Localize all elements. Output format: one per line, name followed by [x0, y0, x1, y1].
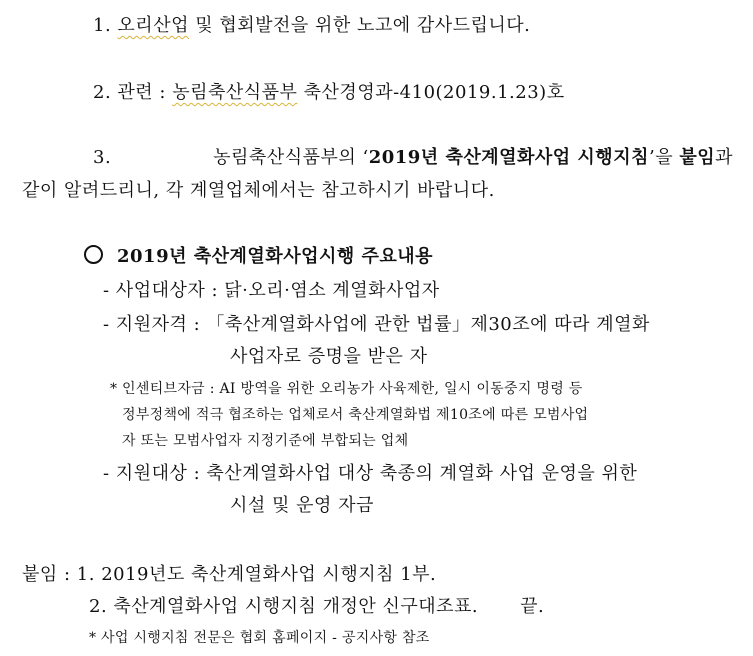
item-3-text-b: ’을: [648, 147, 680, 168]
summary-support-line-2: 시설 및 운영 자금: [230, 495, 374, 516]
item-1: [93, 14, 530, 38]
item-2-reference: 축산경영과-410(2019.1.23)호: [297, 82, 565, 103]
incentive-note-line-1: * 인센티브자금 : AI 방역을 위한 오리농가 사육제한, 일시 이동중지 명령 등: [110, 381, 583, 397]
summary-support-line-1: - 지원대상 : 축산계열화사업 대상 축종의 계열화 사업 운영을 위한: [103, 463, 638, 484]
item-1-number: 1.: [93, 15, 112, 36]
summary-heading-text: 2019년 축산계열화사업시행 주요내용: [117, 246, 434, 267]
item-3-attach-bold: 붙임: [679, 147, 716, 168]
attachments-line-1: [22, 563, 436, 587]
item-1-text: 및 협회발전을 위한 노고에 감사드립니다.: [188, 15, 531, 36]
end-mark: 끝.: [520, 596, 545, 617]
item-3-number: 3.: [93, 147, 112, 168]
summary-qualification-line-2: 사업자로 증명을 받은 자: [230, 346, 428, 367]
item-2-ministry: 농림축산식품부: [172, 82, 298, 103]
incentive-note-line-2: 정부정책에 적극 협조하는 업체로서 축산계열화법 제10조에 따른 모범사업: [122, 407, 589, 423]
attachment-item-1: 1. 2019년도 축산계열화사업 시행지침 1부.: [76, 564, 437, 585]
summary-qualification-line-1: - 지원자격 : 「축산계열화사업에 관한 법률」제30조에 따라 계열화: [103, 314, 650, 335]
item-2: [93, 81, 565, 105]
circle-bullet-icon: [84, 245, 103, 264]
item-3-text: [213, 146, 733, 170]
attachments-label: 붙임 :: [22, 564, 77, 585]
attachments-line-2: [89, 595, 544, 619]
summary-heading: [84, 245, 433, 269]
item-1-keyword: 오리산업: [117, 15, 189, 36]
item-2-number: 2.: [93, 82, 112, 103]
item-3-title-bold: 2019년 축산계열화사업 시행지침: [368, 147, 649, 168]
incentive-note-line-3: 자 또는 모범사업자 지정기준에 부합되는 업체: [122, 433, 409, 449]
item-2-label: 관련 :: [117, 82, 173, 103]
item-3-text-a: 농림축산식품부의 ‘: [213, 147, 369, 168]
attachments-note: * 사업 시행지침 전문은 협회 홈페이지 - 공지사항 참조: [89, 630, 430, 646]
item-3-line-1: [93, 146, 733, 170]
summary-target: - 사업대상자 : 닭·오리·염소 계열화사업자: [103, 280, 440, 301]
attachment-item-2: 2. 축산계열화사업 시행지침 개정안 신구대조표.: [89, 596, 479, 617]
item-3-text-c: 과: [715, 147, 733, 168]
item-3-line-2: 같이 알려드리니, 각 계열업체에서는 참고하시기 바랍니다.: [22, 180, 495, 201]
